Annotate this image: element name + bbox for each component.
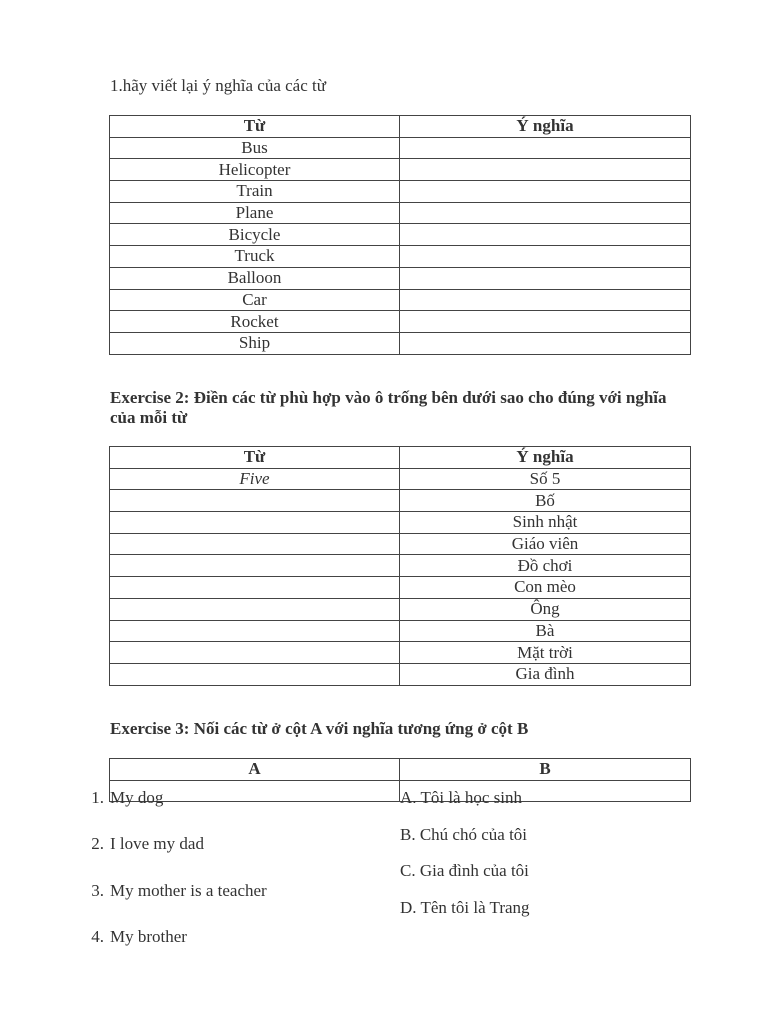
word-cell: Bus [110, 137, 400, 159]
meaning-cell: Bố [400, 490, 691, 512]
table-row [110, 289, 691, 311]
list-number: 1. [91, 788, 104, 807]
meaning-cell: Ông [400, 598, 691, 620]
list-item-b-3[interactable]: C. Gia đình của tôi [400, 861, 529, 880]
meaning-answer-cell[interactable] [400, 181, 691, 203]
table-row [110, 202, 691, 224]
list-number: 3. [91, 881, 104, 900]
table-header-row [110, 447, 691, 469]
meaning-answer-cell[interactable] [400, 267, 691, 289]
table-row [110, 642, 691, 664]
meaning-cell: Đồ chơi [400, 555, 691, 577]
list-item-text: My dog [110, 788, 164, 807]
table-row [110, 555, 691, 577]
word-cell: Car [110, 289, 400, 311]
header-column-a: A [110, 759, 400, 781]
meaning-answer-cell[interactable] [400, 289, 691, 311]
table-row [110, 311, 691, 333]
meaning-answer-cell[interactable] [400, 246, 691, 268]
meaning-cell: Sinh nhật [400, 512, 691, 534]
word-cell: Truck [110, 246, 400, 268]
exercise-2-table [109, 446, 691, 686]
list-item-b-4[interactable]: D. Tên tôi là Trang [400, 898, 530, 917]
meaning-cell: Gia đình [400, 663, 691, 685]
list-number: 2. [91, 834, 104, 853]
table-row [110, 159, 691, 181]
header-word: Từ [110, 447, 400, 469]
table-row [110, 490, 691, 512]
exercise-2-title: Exercise 2: Điền các từ phù hợp vào ô trống bên dưới sao cho đúng với nghĩa của mỗi từ [110, 388, 667, 427]
list-item-b-2[interactable]: B. Chú chó của tôi [400, 825, 528, 844]
meaning-answer-cell[interactable] [400, 224, 691, 246]
exercise-1-title: 1.hãy viết lại ý nghĩa của các từ [110, 76, 326, 95]
table-row [110, 267, 691, 289]
list-item-text: My brother [110, 927, 187, 946]
table-row [110, 512, 691, 534]
meaning-cell: Giáo viên [400, 533, 691, 555]
list-item-a-1[interactable] [91, 788, 164, 808]
word-answer-cell[interactable] [110, 577, 400, 599]
word-cell: Ship [110, 332, 400, 354]
table-row [110, 332, 691, 354]
word-answer-cell[interactable] [110, 490, 400, 512]
meaning-cell: Mặt trời [400, 642, 691, 664]
table-row [110, 181, 691, 203]
word-answer-cell[interactable] [110, 598, 400, 620]
word-cell: Balloon [110, 267, 400, 289]
meaning-cell: Con mèo [400, 577, 691, 599]
word-cell: Train [110, 181, 400, 203]
table-row [110, 533, 691, 555]
word-answer-cell[interactable] [110, 555, 400, 577]
word-answer-cell[interactable] [110, 663, 400, 685]
word-cell: Rocket [110, 311, 400, 333]
table-row [110, 598, 691, 620]
table-row [110, 224, 691, 246]
table-row [110, 663, 691, 685]
list-item-a-2[interactable] [91, 834, 204, 854]
word-cell: Helicopter [110, 159, 400, 181]
meaning-cell: Số 5 [400, 468, 691, 490]
table-row [110, 468, 691, 490]
table-header-row [110, 759, 691, 781]
meaning-answer-cell[interactable] [400, 311, 691, 333]
word-answer-cell[interactable] [110, 620, 400, 642]
table-row [110, 577, 691, 599]
word-cell: Bicycle [110, 224, 400, 246]
word-answer-cell[interactable] [110, 512, 400, 534]
word-answer-cell[interactable] [110, 642, 400, 664]
meaning-cell: Bà [400, 620, 691, 642]
list-item-b-1[interactable]: A. Tôi là học sinh [400, 788, 522, 807]
table-row [110, 620, 691, 642]
meaning-answer-cell[interactable] [400, 202, 691, 224]
word-cell: Plane [110, 202, 400, 224]
meaning-answer-cell[interactable] [400, 332, 691, 354]
list-item-text: I love my dad [110, 834, 204, 853]
table-row [110, 246, 691, 268]
example-word-cell: Five [110, 468, 400, 490]
header-meaning: Ý nghĩa [400, 447, 691, 469]
exercise-1-table [109, 115, 691, 355]
list-item-text: My mother is a teacher [110, 881, 267, 900]
table-row [110, 137, 691, 159]
header-word: Từ [110, 116, 400, 138]
header-meaning: Ý nghĩa [400, 116, 691, 138]
list-number: 4. [91, 927, 104, 946]
word-answer-cell[interactable] [110, 533, 400, 555]
exercise-3-title: Exercise 3: Nối các từ ở cột A với nghĩa tương ứng ở cột B [110, 719, 529, 738]
list-item-a-3[interactable] [91, 881, 267, 901]
list-item-a-4[interactable] [91, 927, 187, 947]
meaning-answer-cell[interactable] [400, 159, 691, 181]
meaning-answer-cell[interactable] [400, 137, 691, 159]
header-column-b: B [400, 759, 691, 781]
table-header-row [110, 116, 691, 138]
